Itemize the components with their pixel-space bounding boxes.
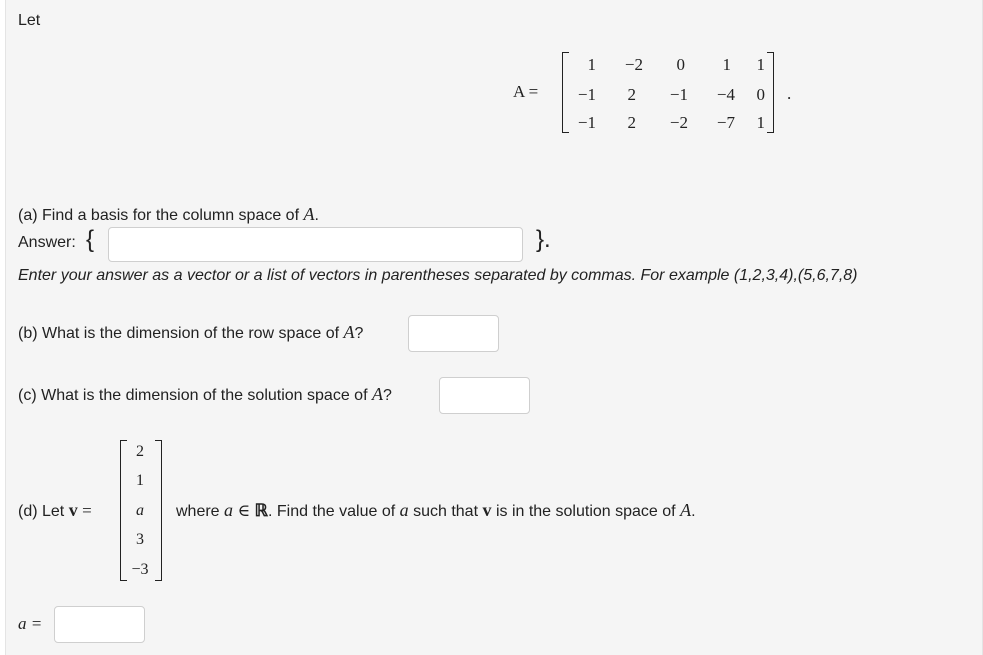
part-d-prefix: (d) Let [18,503,65,520]
part-c-prefix: (c) What is the dimension of the solution space of [18,387,368,404]
matrix-lhs: A = [513,82,539,101]
part-d-vector-symbol-2: v [482,500,492,520]
matrix-cell: 0 [756,85,765,104]
part-c-var: A [371,384,383,404]
open-brace: { [86,226,95,253]
vector-entry: a [136,502,144,519]
row-space-dimension-input[interactable] [408,315,499,352]
matrix-cell: 1 [756,113,765,132]
part-a-question [18,204,319,225]
part-d-end-text: is in the solution space of [495,503,676,520]
matrix-right-bracket [767,52,774,133]
part-b-var: A [343,322,355,342]
matrix-cell: 1 [756,55,765,74]
part-d-lead [18,500,92,521]
matrix-cell: 2 [627,85,636,104]
part-c-question [18,384,392,405]
matrix-cell: 2 [627,113,636,132]
part-d-where: where [176,503,220,520]
matrix-cell: 1 [587,55,596,74]
part-b-question [18,322,363,343]
part-d-mid-var: a [399,500,409,520]
matrix-cell: 1 [722,55,731,74]
solution-space-dimension-input[interactable] [439,377,530,414]
part-d-such-text: such that [413,503,479,520]
column-basis-input[interactable] [108,227,523,262]
vector-entry: 1 [136,472,144,489]
part-d-vector-symbol: v [68,500,78,520]
part-a-var: A [303,204,315,224]
matrix-cell: −1 [577,85,596,104]
intro-text: Let [18,12,41,29]
reals-symbol: ℝ [254,501,268,520]
matrix-cell: −4 [716,85,735,104]
part-b-suffix: ? [354,325,364,342]
matrix-period: . [787,84,792,103]
part-d-question [176,500,696,521]
element-of-symbol: ∈ [237,501,251,520]
matrix-cell: −1 [577,113,596,132]
answer-label: Answer: [18,234,76,251]
part-d-end-period: . [691,503,696,520]
close-brace: }. [536,226,551,253]
part-a-instructions: Enter your answer as a vector or a list of vectors in parentheses separated by commas. For example (1,2,3,4),(5,6,7,8) [18,267,858,284]
part-b-prefix: (b) What is the dimension of the row space of [18,325,340,342]
part-a-suffix: . [314,207,319,224]
part-d-equals: = [82,501,92,520]
part-d-mid-text: . Find the value of [268,503,396,520]
final-a-label: a = [18,614,43,633]
vector-entry: 2 [136,443,144,460]
part-a-prefix: (a) Find a basis for the column space of [18,207,300,224]
vector-entry: −3 [131,561,149,578]
matrix-cell: 0 [676,55,685,74]
vector-right-bracket [155,440,162,581]
vector-entry: 3 [136,531,144,548]
matrix-cell: −2 [669,113,688,132]
part-c-suffix: ? [382,387,392,404]
part-d-end-var: A [680,500,692,520]
a-value-input[interactable] [54,606,145,643]
matrix-cell: −1 [669,85,688,104]
matrix-cell: −7 [716,113,735,132]
part-d-a-var: a [224,500,234,520]
matrix-cell: −2 [624,55,643,74]
